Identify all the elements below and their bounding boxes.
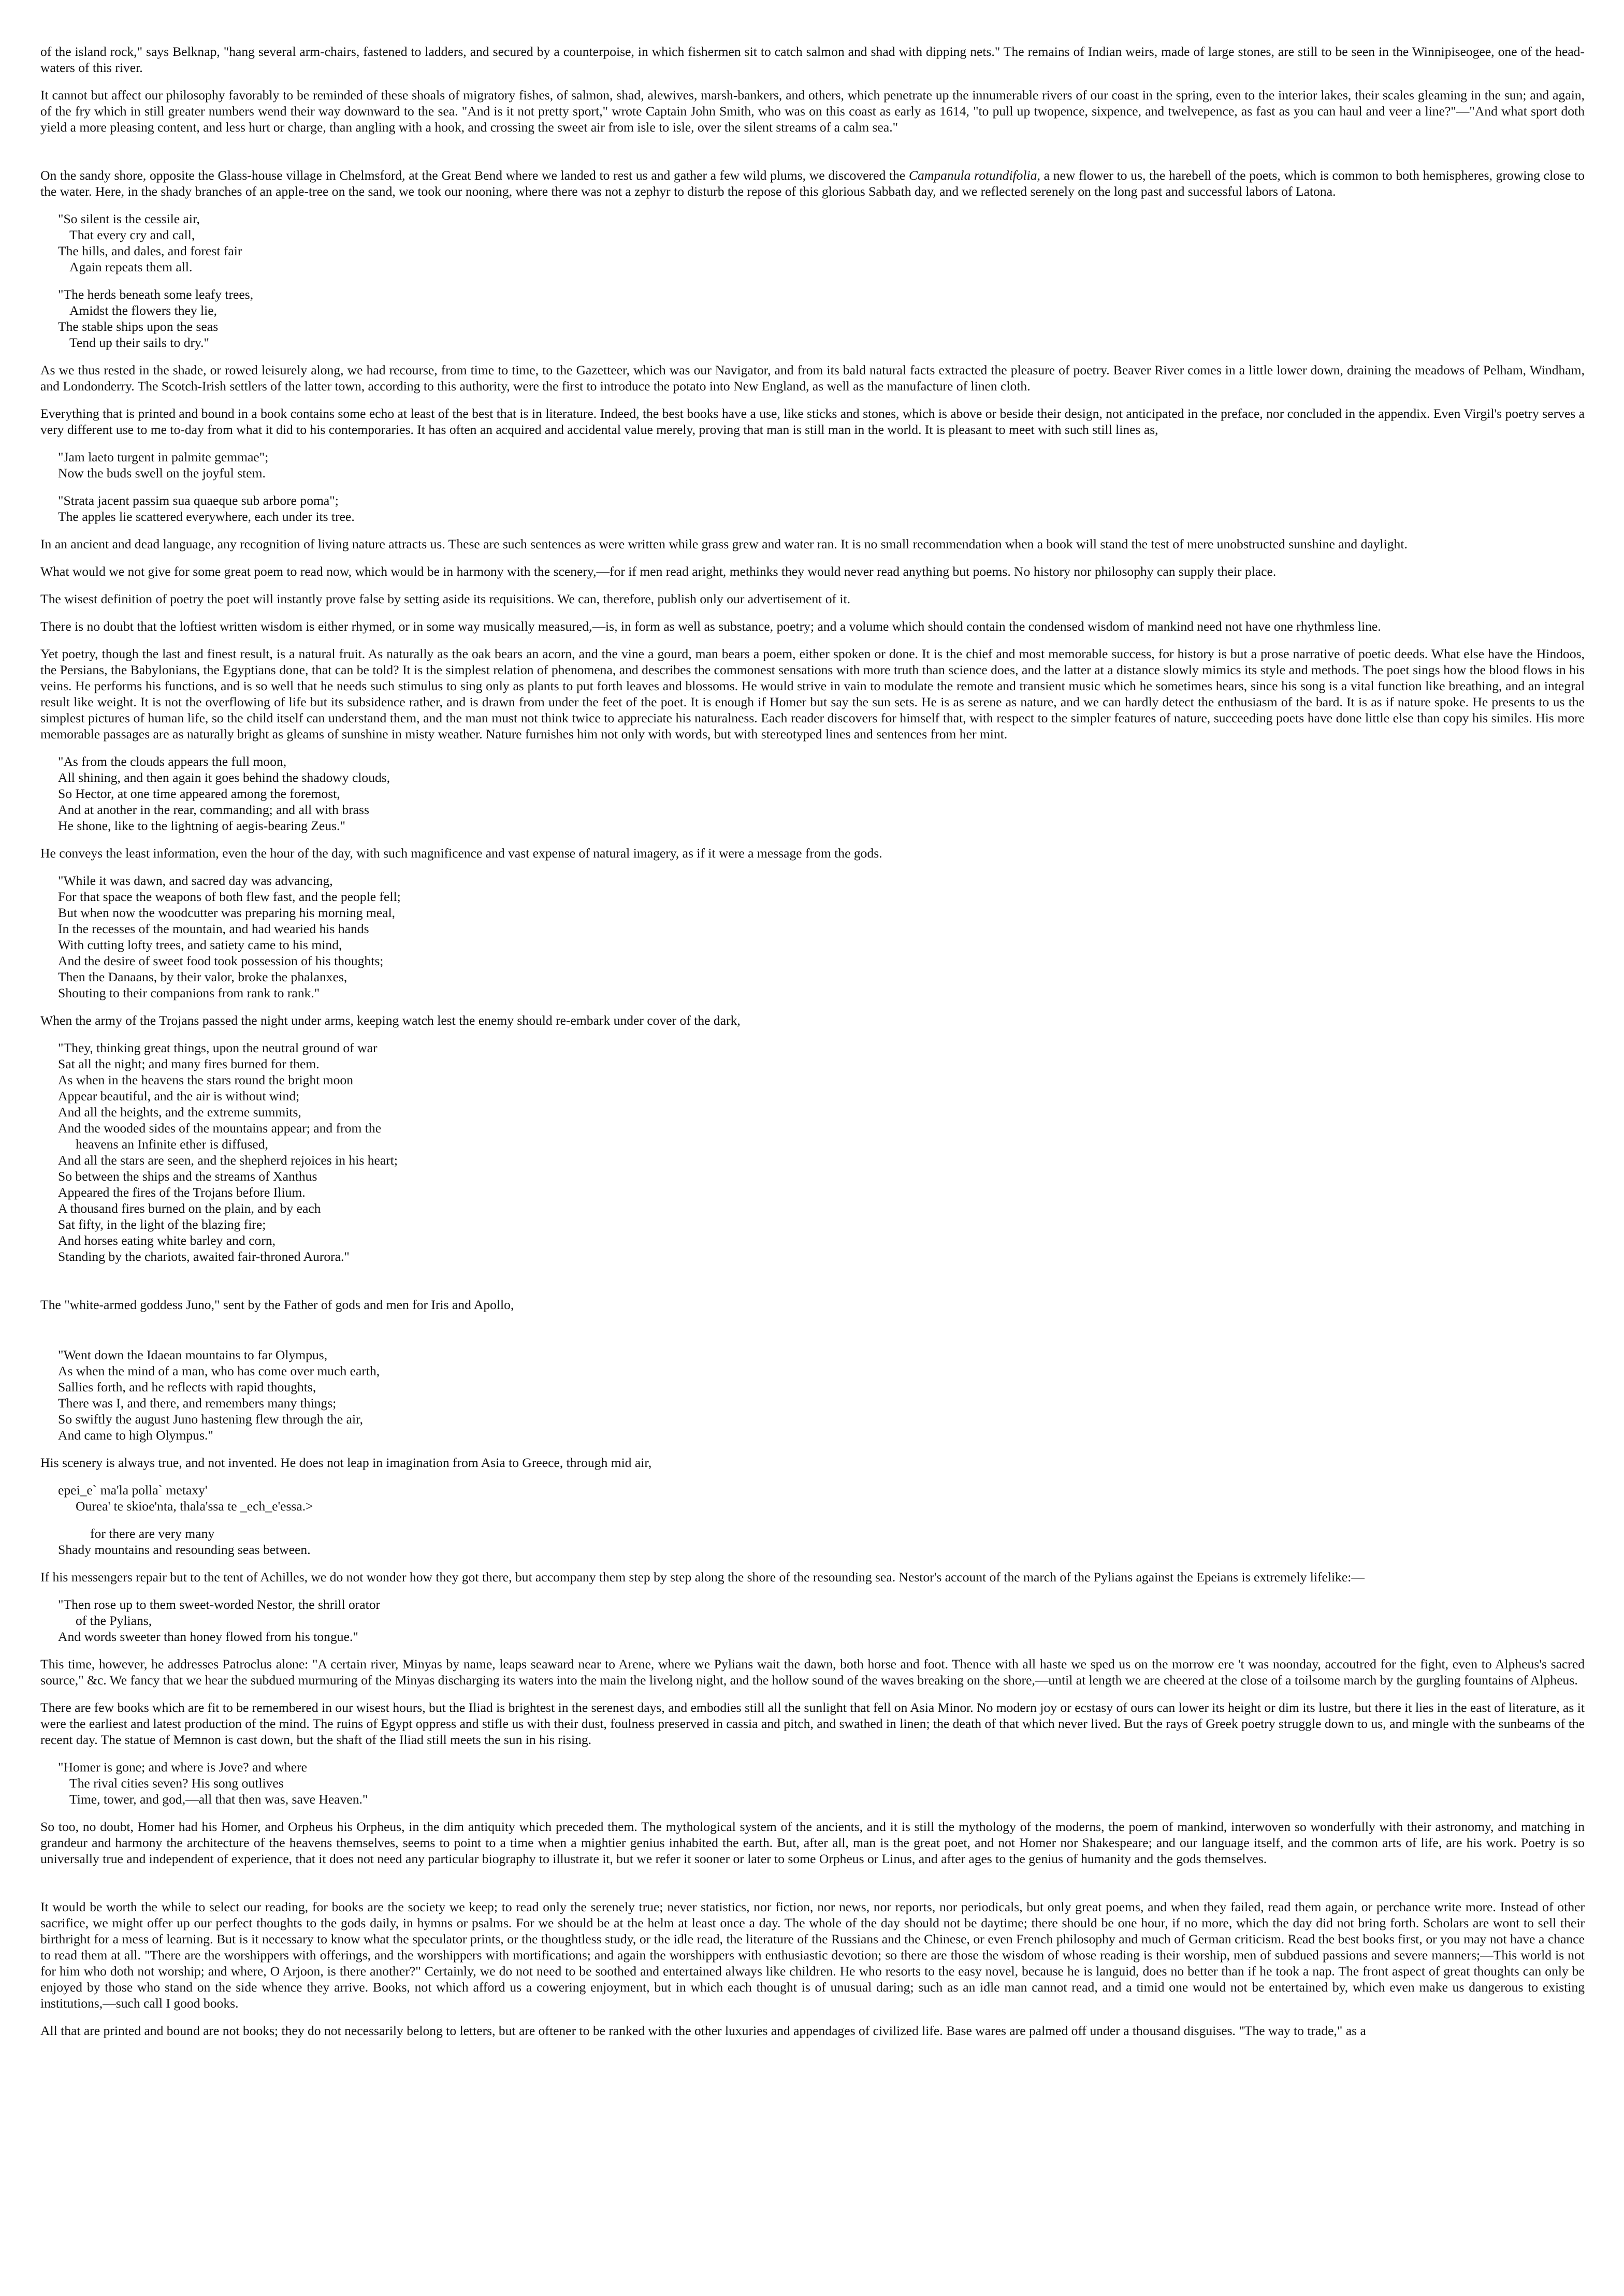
- verse-line: The rival cities seven? His song outlives: [69, 1776, 284, 1791]
- verse-line: In the recesses of the mountain, and had wearied his hands: [58, 921, 369, 936]
- paragraph: The wisest definition of poetry the poet will instantly prove false by setting aside its requisitions. We can, therefore, publish only our advertisement of it.: [40, 591, 851, 606]
- paragraph-text: , a new flower to us, the harebell of the poets, which is common to both hemispheres, growing close to the water. Here, in the shady branches of an apple-tree on the sand, we took our nooning, where there was not a zephyr to disturb the repose of this glorious Sabbath day, and we reflected serenely on the long past and successful labors of Latona.: [40, 168, 1585, 199]
- paragraph: There are few books which are fit to be remembered in our wisest hours, but the Iliad is brightest in the serenest days, and embodies still all the sunlight that fell on Asia Minor. No modern joy or ecstasy of ours can lower its height or dim its lustre, but there it lies in the east of literature, as it were the earliest and latest production of the mind. The ruins of Egypt oppress and stifle us with their dust, foulness preserved in cassia and pitch, and swathed in linen; the death of that which never lived. But the rays of Greek poetry struggle down to us, and mingle with the sunbeams of the recent day. The statue of Memnon is cast down, but the shaft of the Iliad still meets the sun in his rising.: [40, 1700, 1585, 1747]
- paragraph: If his messengers repair but to the tent of Achilles, we do not wonder how they got there, but accompany them step by step along the shore of the resounding sea. Nestor's account of the march of the Pylians against the Epeians is extremely lifelike:—: [40, 1570, 1365, 1585]
- verse-block: [58, 211, 1585, 275]
- verse-line: "While it was dawn, and sacred day was advancing,: [58, 873, 333, 888]
- verse-line: Again repeats them all.: [69, 259, 193, 274]
- verse-block: [58, 449, 1585, 481]
- verse-line: "So silent is the cessile air,: [58, 211, 200, 226]
- verse-line: "Went down the Idaean mountains to far Olympus,: [58, 1347, 328, 1362]
- paragraph: There is no doubt that the loftiest written wisdom is either rhymed, or in some way musically measured,—is, in form as well as substance, poetry; and a volume which should contain the condensed wisdom of mankind need not have one rhythmless line.: [40, 619, 1381, 634]
- paragraph: [40, 167, 1585, 199]
- verse-block: [58, 1482, 1585, 1514]
- verse-line: "As from the clouds appears the full moon,: [58, 754, 287, 769]
- verse-line: of the Pylians,: [76, 1613, 152, 1628]
- paragraph: This time, however, he addresses Patroclus alone: "A certain river, Minyas by name, leaps seaward near to Arene, where we Pylians wait the dawn, both horse and foot. Thence with all haste we sped us on the morrow ere 't was noonday, accoutred for the fight, even to Alpheus's sacred source," &c. We fancy that we hear the subdued murmuring of the Minyas discharging its waters into the main the livelong night, and the hollow sound of the waves breaking on the shore,—until at length we are cheered at the close of a toilsome march by the gurgling fountains of Alpheus.: [40, 1656, 1585, 1688]
- verse-line: Amidst the flowers they lie,: [69, 303, 218, 318]
- paragraph: It would be worth the while to select our reading, for books are the society we keep; to read only the serenely true; never statistics, nor fiction, nor news, nor reports, nor periodicals, but only great poems, and when they failed, read them again, or perchance write more. Instead of other sacrifice, we might offer up our perfect thoughts to the gods daily, in hymns or psalms. For we should be at the helm at least once a day. The whole of the day should not be daytime; there should be one hour, if no more, which the day did not bring forth. Scholars are wont to sell their birthright for a mess of learning. But is it necessary to know what the speculator prints, or the thoughtless study, or the idle read, the literature of the Russians and the Chinese, or even French philosophy and much of German criticism. Read the best books first, or you may not have a chance to read them at all. "There are the worshippers with offerings, and the worshippers with mortifications; and again the worshippers with enthusiastic devotion; so there are those the wisdom of whose reading is their worship, men of subdued passions and severe manners;—This world is not for him who doth not worship; and where, O Arjoon, is there another?" Certainly, we do not need to be soothed and entertained always like children. He who resorts to the easy novel, because he is languid, does no better than if he took a nap. The front aspect of great thoughts can only be enjoyed by those who stand on the side whence they arrive. Books, not which afford us a cowering enjoyment, but in which each thought is of unusual daring; such as an idle man cannot read, and a timid one would not be entertained by, which even make us dangerous to existing institutions,—such call I good books.: [40, 1899, 1585, 2011]
- verse-line: As when the mind of a man, who has come over much earth,: [58, 1363, 380, 1378]
- verse-line: He shone, like to the lightning of aegis-bearing Zeus.": [58, 818, 345, 833]
- verse-line: Sat fifty, in the light of the blazing fire;: [58, 1217, 266, 1232]
- verse-line: Tend up their sails to dry.": [69, 335, 209, 350]
- paragraph: Everything that is printed and bound in a book contains some echo at least of the best that is in literature. Indeed, the best books have a use, like sticks and stones, which is above or beside their design, not anticipated in the preface, nor concluded in the appendix. Even Virgil's poetry serves a very different use to me to-day from what it did to his contemporaries. It has often an acquired and accidental value merely, proving that man is still man in the world. It is pleasant to meet with such still lines as,: [40, 406, 1585, 437]
- verse-line: "Jam laeto turgent in palmite gemmae";: [58, 449, 269, 464]
- paragraph: Yet poetry, though the last and finest result, is a natural fruit. As naturally as the oak bears an acorn, and the vine a gourd, man bears a poem, either spoken or done. It is the chief and most memorable success, for history is but a prose narrative of poetic deeds. What else have the Hindoos, the Persians, the Babylonians, the Egyptians done, that can be told? It is the simplest relation of phenomena, and describes the commonest sensations with more truth than science does, and the latter at a distance slowly mimics its style and methods. The poet sings how the blood flows in his veins. He performs his functions, and is so well that he needs such stimulus to sing only as plants to put forth leaves and blossoms. He would strive in vain to modulate the remote and transient music which he sometimes hears, since his song is a vital function like breathing, and an integral result like weight. It is not the overflowing of life but its subsidence rather, and is drawn from under the feet of the poet. It is enough if Homer but say the sun sets. He is as serene as nature, and we can hardly detect the enthusiasm of the bard. It is as if nature spoke. He presents to us the simplest pictures of human life, so the child itself can understand them, and the man must not think twice to appreciate his naturalness. Each reader discovers for himself that, with respect to the simpler features of nature, succeeding poets have done little else than copy his similes. His more memorable passages are as naturally bright as gleams of sunshine in misty weather. Nature furnishes him not only with words, but with stereotyped lines and sentences from her mint.: [40, 646, 1585, 742]
- verse-line: With cutting lofty trees, and satiety came to his mind,: [58, 937, 342, 952]
- document-page: [40, 43, 1585, 2050]
- paragraph: The "white-armed goddess Juno," sent by the Father of gods and men for Iris and Apollo,: [40, 1297, 514, 1312]
- verse-line: So between the ships and the streams of Xanthus: [58, 1169, 317, 1184]
- verse-block: [58, 1759, 1585, 1807]
- verse-line: And the wooded sides of the mountains appear; and from the: [58, 1121, 382, 1136]
- paragraph: So too, no doubt, Homer had his Homer, and Orpheus his Orpheus, in the dim antiquity which preceded them. The mythological system of the ancients, and it is still the mythology of the moderns, the poem of mankind, interwoven so wonderfully with their astronomy, and matching in grandeur and harmony the architecture of the heavens themselves, seems to point to a time when a mightier genius inhabited the earth. But, after all, man is the great poet, and not Homer nor Shakespeare; and our language itself, and the common arts of life, are his work. Poetry is so universally true and independent of experience, that it does not need any particular biography to illustrate it, but we refer it sooner or later to some Orpheus or Linus, and after ages to the genius of humanity and the gods themselves.: [40, 1819, 1585, 1866]
- verse-line: Shady mountains and resounding seas between.: [58, 1542, 311, 1557]
- verse-line: "They, thinking great things, upon the neutral ground of war: [58, 1040, 378, 1055]
- verse-line: There was I, and there, and remembers many things;: [58, 1396, 337, 1411]
- verse-line: Standing by the chariots, awaited fair-throned Aurora.": [58, 1249, 350, 1264]
- verse-block: [58, 492, 1585, 525]
- verse-line: for there are very many: [90, 1526, 215, 1541]
- verse-line: Sat all the night; and many fires burned for them.: [58, 1056, 320, 1071]
- verse-line: epei_e` ma'la polla` metaxy': [58, 1483, 208, 1498]
- verse-line: And the desire of sweet food took possession of his thoughts;: [58, 953, 384, 968]
- verse-line: Shouting to their companions from rank to rank.": [58, 985, 320, 1000]
- verse-line: The stable ships upon the seas: [58, 319, 219, 334]
- verse-block: [58, 1040, 1585, 1265]
- verse-line: Then the Danaans, by their valor, broke the phalanxes,: [58, 969, 347, 984]
- paragraph: As we thus rested in the shade, or rowed leisurely along, we had recourse, from time to time, to the Gazetteer, which was our Navigator, and from its bald natural facts extracted the pleasure of poetry. Beaver River comes in a little lower down, draining the meadows of Pelham, Windham, and Londonderry. The Scotch-Irish settlers of the latter town, according to this authority, were the first to introduce the potato into New England, as well as the manufacture of linen cloth.: [40, 362, 1585, 394]
- verse-line: So swiftly the august Juno hastening flew through the air,: [58, 1412, 363, 1427]
- verse-line: All shining, and then again it goes behind the shadowy clouds,: [58, 770, 390, 785]
- verse-line: That every cry and call,: [69, 227, 195, 242]
- paragraph: When the army of the Trojans passed the night under arms, keeping watch lest the enemy should re-embark under cover of the dark,: [40, 1013, 741, 1028]
- verse-line: "The herds beneath some leafy trees,: [58, 287, 254, 302]
- verse-line: And all the stars are seen, and the shepherd rejoices in his heart;: [58, 1153, 398, 1168]
- verse-block: [58, 1347, 1585, 1443]
- verse-line: And came to high Olympus.": [58, 1428, 213, 1443]
- paragraph: of the island rock," says Belknap, "hang several arm-chairs, fastened to ladders, and secured by a counterpoise, in which fishermen sit to catch salmon and shad with dipping nets." The remains of Indian weirs, made of large stones, are still to be seen in the Winnipiseogee, one of the head-waters of this river.: [40, 44, 1585, 75]
- verse-line: A thousand fires burned on the plain, and by each: [58, 1201, 321, 1216]
- verse-line: As when in the heavens the stars round the bright moon: [58, 1072, 354, 1087]
- verse-line: For that space the weapons of both flew fast, and the people fell;: [58, 889, 401, 904]
- verse-block: [58, 753, 1585, 834]
- paragraph: It cannot but affect our philosophy favorably to be reminded of these shoals of migratory fishes, of salmon, shad, alewives, marsh-bankers, and others, which penetrate up the innumerable rivers of our coast in the spring, even to the interior lakes, their scales gleaming in the sun; and again, of the fry which in still greater numbers wend their way downward to the sea. "And is it not pretty sport," wrote Captain John Smith, who was on this coast as early as 1614, "to pull up twopence, sixpence, and twelvepence, as fast as you can haul and veer a line?"—"And what sport doth yield a more pleasing content, and less hurt or charge, than angling with a hook, and crossing the sweet air from isle to isle, over the silent streams of a calm sea.": [40, 88, 1585, 135]
- verse-line: And horses eating white barley and corn,: [58, 1233, 276, 1248]
- verse-block: [58, 1596, 1585, 1645]
- verse-line: Appeared the fires of the Trojans before Ilium.: [58, 1185, 306, 1200]
- verse-line: "Then rose up to them sweet-worded Nestor, the shrill orator: [58, 1597, 381, 1612]
- verse-block: [58, 286, 1585, 351]
- verse-line: The apples lie scattered everywhere, each under its tree.: [58, 509, 355, 524]
- verse-line: Now the buds swell on the joyful stem.: [58, 466, 266, 481]
- verse-line: "Homer is gone; and where is Jove? and where: [58, 1760, 307, 1775]
- verse-line: But when now the woodcutter was preparing his morning meal,: [58, 905, 396, 920]
- paragraph-text: On the sandy shore, opposite the Glass-house village in Chelmsford, at the Great Bend where we landed to rest us and gather a few wild plums, we discovered the: [40, 168, 909, 183]
- verse-line: Ourea' te skioe'nta, thala'ssa te _ech_e'essa.>: [76, 1499, 313, 1514]
- verse-line: Sallies forth, and he reflects with rapid thoughts,: [58, 1379, 316, 1394]
- paragraph: All that are printed and bound are not books; they do not necessarily belong to letters, but are oftener to be ranked with the other luxuries and appendages of civilized life. Base wares are palmed off under a thousand disguises. "The way to trade," as a: [40, 2023, 1366, 2038]
- paragraph: He conveys the least information, even the hour of the day, with such magnificence and vast expense of natural imagery, as if it were a message from the gods.: [40, 846, 882, 861]
- verse-block: [58, 873, 1585, 1001]
- paragraph: What would we not give for some great poem to read now, which would be in harmony with the scenery,—for if men read aright, methinks they would never read anything but poems. No history nor philosophy can supply their place.: [40, 564, 1277, 579]
- verse-line: And words sweeter than honey flowed from his tongue.": [58, 1629, 358, 1644]
- verse-line: heavens an Infinite ether is diffused,: [76, 1137, 268, 1152]
- paragraph: His scenery is always true, and not invented. He does not leap in imagination from Asia to Greece, through mid air,: [40, 1455, 652, 1470]
- paragraph: In an ancient and dead language, any recognition of living nature attracts us. These are such sentences as were written while grass grew and water ran. It is no small recommendation when a book will stand the test of mere unobstructed sunshine and daylight.: [40, 536, 1408, 551]
- verse-line: And all the heights, and the extreme summits,: [58, 1105, 301, 1120]
- verse-line: Time, tower, and god,—all that then was, save Heaven.": [69, 1792, 368, 1807]
- verse-line: Appear beautiful, and the air is without wind;: [58, 1088, 300, 1103]
- verse-block: [58, 1525, 1585, 1558]
- verse-line: "Strata jacent passim sua quaeque sub arbore poma";: [58, 493, 339, 508]
- verse-line: And at another in the rear, commanding; and all with brass: [58, 802, 369, 817]
- species-name: Campanula rotundifolia: [908, 168, 1037, 183]
- verse-line: So Hector, at one time appeared among the foremost,: [58, 786, 340, 801]
- verse-line: The hills, and dales, and forest fair: [58, 243, 242, 258]
